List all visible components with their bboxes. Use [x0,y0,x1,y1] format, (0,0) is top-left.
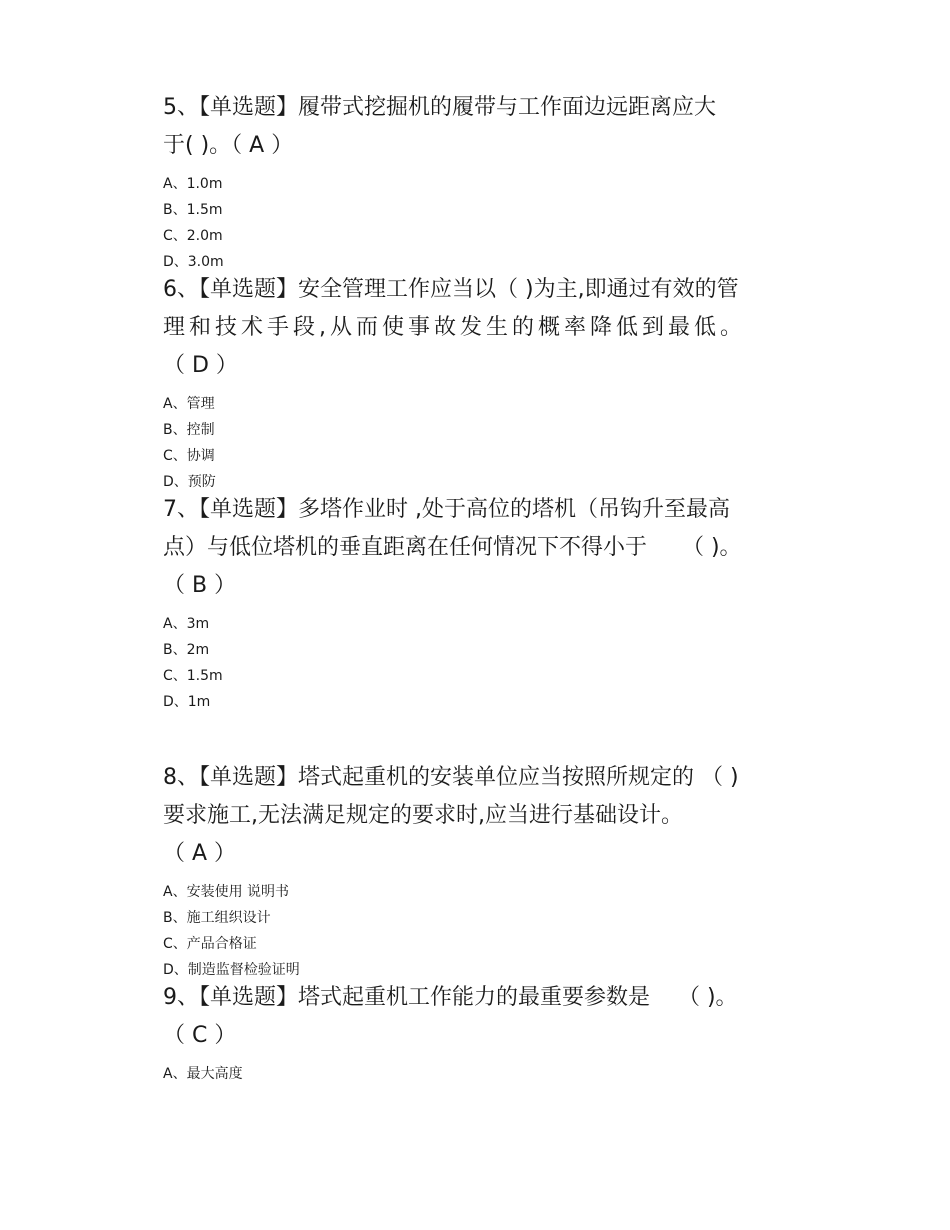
question-text-line: 理和技术手段,从而使事故发生的概率降低到最低。 [163,315,746,340]
options-list [163,611,803,715]
question-answer: （ C ） [163,1023,237,1048]
option-c: C、2.0m [163,228,223,244]
question-7 [163,491,803,715]
question-answer: （ B ） [163,573,237,598]
question-text-line: 8、【单选题】塔式起重机的安装单位应当按照所规定的 （ ) [163,765,739,790]
option-d: D、1m [163,694,211,710]
question-text-line: 5、【单选题】履带式挖掘机的履带与工作面边远距离应大 [163,95,716,120]
option-d: D、制造监督检验证明 [163,962,300,978]
question-text-line: 于( )。（ A ） [163,133,294,158]
question-answer: （ D ） [163,353,238,378]
option-b: B、2m [163,642,210,658]
option-a: A、管理 [163,396,215,412]
option-a: A、3m [163,616,210,632]
question-9 [163,979,803,1087]
options-list [163,1061,803,1087]
option-d: D、预防 [163,474,216,490]
question-8 [163,759,803,983]
question-text-line: 7、【单选题】多塔作业时 ,处于高位的塔机（吊钩升至最高 [163,497,730,522]
option-a: A、最大高度 [163,1066,243,1082]
option-a: A、1.0m [163,176,223,192]
option-c: C、1.5m [163,668,223,684]
option-b: B、控制 [163,422,215,438]
option-d: D、3.0m [163,254,224,270]
question-text-line: 点）与低位塔机的垂直距离在任何情况下不得小于 （ )。 [163,535,742,560]
question-text-line: 6、【单选题】安全管理工作应当以（ )为主,即通过有效的管 [163,277,739,302]
option-b: B、1.5m [163,202,223,218]
option-c: C、产品合格证 [163,936,257,952]
question-text-line: 要求施工,无法满足规定的要求时,应当进行基础设计。 [163,803,683,828]
options-list [163,391,803,495]
options-list [163,879,803,983]
options-list [163,171,803,275]
question-text-line: 9、【单选题】塔式起重机工作能力的最重要参数是 （ )。 [163,985,738,1010]
option-b: B、施工组织设计 [163,910,271,926]
option-c: C、协调 [163,448,215,464]
option-a: A、安装使用 说明书 [163,884,290,900]
question-5 [163,89,803,275]
question-answer: （ A ） [163,841,237,866]
question-6 [163,271,803,495]
